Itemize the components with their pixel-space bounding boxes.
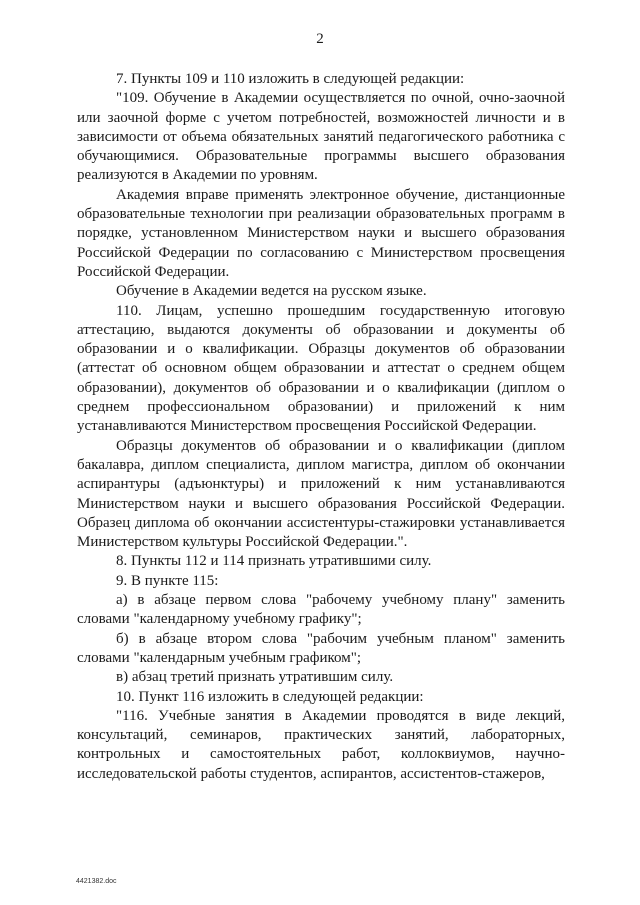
page-number: 2 [316,31,324,47]
paragraph-diploma-samples: Образцы документов об образовании и о квалификации (диплом бакалавра, диплом специалиста, диплом магистра, диплом об окончании аспирантуры (адъюнктуры) и приложений к ним устанавливаются Министерством науки и высшего образования Российской Федерации. Образец диплома об окончании ассистентуры-стажировки устанавливается Министерством культуры Российской Федерации.". [77,437,565,551]
paragraph-item-10: 10. Пункт 116 изложить в следующей редакции: [116,688,424,705]
paragraph-language: Обучение в Академии ведется на русском языке. [116,283,427,300]
document-body [77,70,565,784]
paragraph-item-116: "116. Учебные занятия в Академии проводятся в виде лекций, консультаций, семинаров, практических занятий, лабораторных, контрольных и самостоятельных работ, коллоквиумов, научно-исследовательской работы студентов, аспирантов, ассистентов-стажеров, [77,707,565,782]
document-file-code: 4421382.doc [76,878,117,885]
paragraph-item-109: "109. Обучение в Академии осуществляется по очной, очно-заочной или заочной форме с учетом потребностей, возможностей личности и в зависимости от объема обязательных занятий педагогического работника с обучающимися. Образовательные программы высшего образования реализуются в Академии по уровням. [77,90,565,184]
paragraph-item-9b: б) в абзаце втором слова "рабочим учебным планом" заменить словами "календарным учебным графиком"; [77,630,565,666]
paragraph-item-8: 8. Пункты 112 и 114 признать утратившими силу. [116,553,432,570]
paragraph-item-9: 9. В пункте 115: [116,572,219,589]
paragraph-item-110: 110. Лицам, успешно прошедшим государственную итоговую аттестацию, выдаются документы об образовании и документы об образовании и о квалификации. Образцы документов об образовании (аттестат об основном общем образовании и аттестат о среднем общем образовании), документов об образовании и о квалификации (диплом о среднем профессиональном образовании) и приложений к ним устанавливаются Министерством просвещения Российской Федерации. [77,302,565,435]
paragraph-item-7-heading: 7. Пункты 109 и 110 изложить в следующей редакции: [116,71,465,87]
paragraph-item-9v: в) абзац третий признать утратившим силу. [116,669,394,686]
paragraph-electronic-learning: Академия вправе применять электронное обучение, дистанционные образовательные технологии при реализации образовательных программ в порядке, установленном Министерством науки и высшего образования Российской Федерации по согласованию с Министерством просвещения Российской Федерации. [77,186,565,280]
paragraph-item-9a: а) в абзаце первом слова "рабочему учебному плану" заменить словами "календарному учебному графику"; [77,592,565,628]
